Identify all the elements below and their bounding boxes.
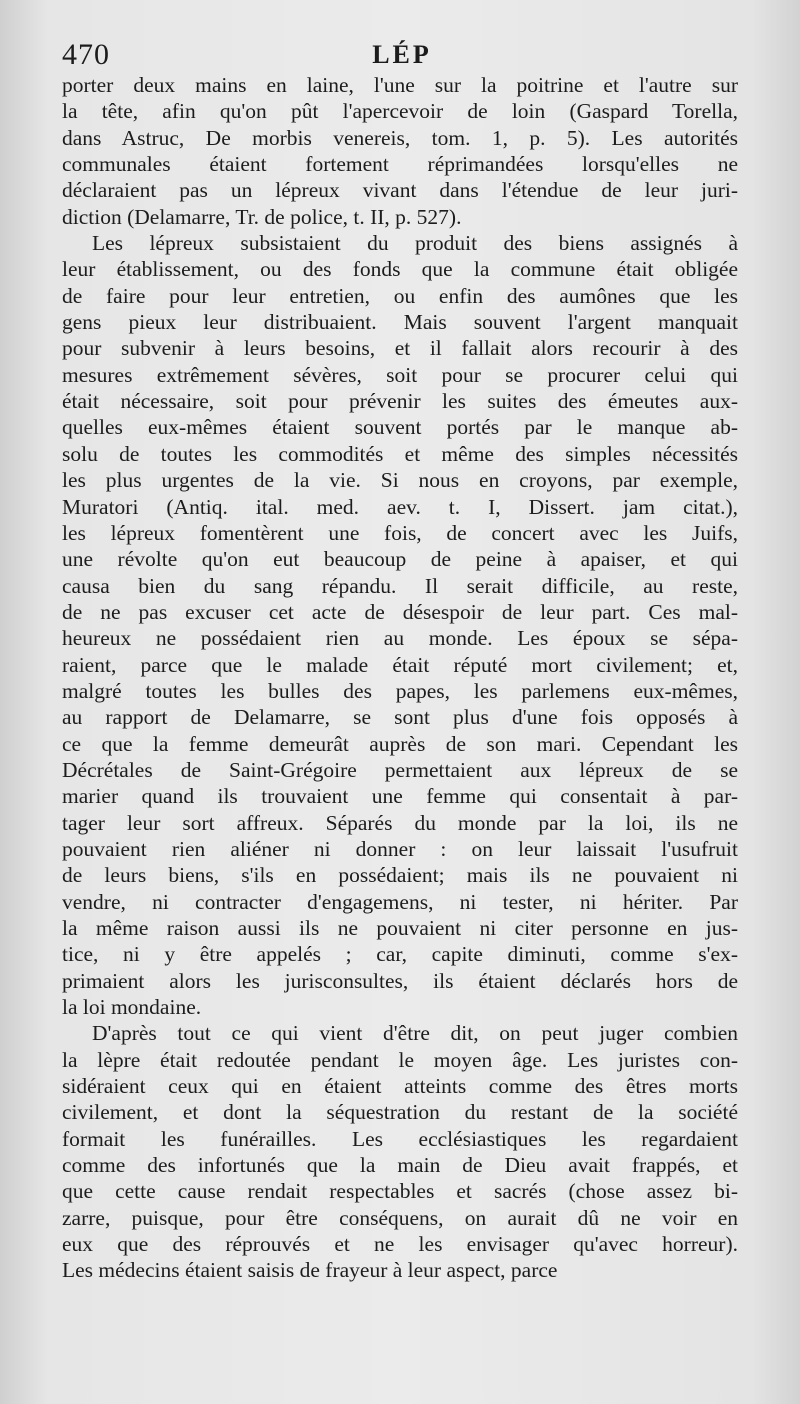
text-line: Muratori (Antiq. ital. med. aev. t. I, Dissert. jam citat.), [62,494,738,519]
text-line: les lépreux fomentèrent une fois, de concert avec les Juifs, [62,520,738,545]
page-header [62,36,742,72]
text-line: déclaraient pas un lépreux vivant dans l'étendue de leur juri- [62,178,738,203]
text-line: Décrétales de Saint-Grégoire permettaient aux lépreux de se [62,757,738,782]
text-line: heureux ne possédaient rien au monde. Les époux se sépa- [62,626,738,651]
page-body [62,72,738,1284]
text-line: civilement, et dont la séquestration du restant de la société [62,1100,738,1125]
text-line: mesures extrêmement sévères, soit pour se procurer celui qui [62,362,738,387]
text-line: de faire pour leur entretien, ou enfin des aumônes que les [62,283,738,308]
text-line: une révolte qu'on eut beaucoup de peine à apaiser, et qui [62,547,738,572]
text-line: tager leur sort affreux. Séparés du monde par la loi, ils ne [62,810,738,835]
text-line: quelles eux-mêmes étaient souvent portés par le manque ab- [62,415,738,440]
text-line: pour subvenir à leurs besoins, et il fallait alors recourir à des [62,336,738,361]
text-line: ce que la femme demeurât auprès de son mari. Cependant les [62,731,738,756]
text-line: primaient alors les jurisconsultes, ils étaient déclarés hors de [62,968,738,993]
text-line: dans Astruc, De morbis venereis, tom. 1, p. 5). Les autorités [62,125,738,150]
text-line: malgré toutes les bulles des papes, les parlemens eux-mêmes, [62,678,738,703]
text-line: était nécessaire, soit pour prévenir les suites des émeutes aux- [62,389,738,414]
text-line: de leurs biens, s'ils en possédaient; mais ils ne pouvaient ni [62,863,738,888]
text-line: D'après tout ce qui vient d'être dit, on peut juger combien [92,1021,738,1046]
text-line: causa bien du sang répandu. Il serait difficile, au reste, [62,573,738,598]
text-line: marier quand ils trouvaient une femme qui consentait à par- [62,784,738,809]
running-title: LÉP [372,40,432,69]
text-line: zarre, puisque, pour être conséquens, on aurait dû ne voir en [62,1205,738,1230]
text-line: raient, parce que le malade était réputé mort civilement; et, [62,652,738,677]
text-line: formait les funérailles. Les ecclésiastiques les regardaient [62,1126,738,1151]
text-line: diction (Delamarre, Tr. de police, t. II, p. 527). [62,204,462,229]
text-line: communales étaient fortement réprimandées lorsqu'elles ne [62,152,738,177]
text-line: gens pieux leur distribuaient. Mais souvent l'argent manquait [62,310,738,335]
text-line: vendre, ni contracter d'engagemens, ni tester, ni hériter. Par [62,889,738,914]
text-line: la lèpre était redoutée pendant le moyen âge. Les juristes con- [62,1047,738,1072]
paragraph [62,230,738,1020]
text-line: pouvaient rien aliéner ni donner : on leur laissait l'usufruit [62,836,738,861]
page-number: 470 [62,38,110,71]
text-line: eux que des réprouvés et ne les envisager qu'avec horreur). [62,1232,738,1257]
text-line: la loi mondaine. [62,995,202,1020]
text-line: la même raison aussi ils ne pouvaient ni citer personne en jus- [62,916,738,940]
text-line: solu de toutes les commodités et même des simples nécessités [62,441,738,466]
text-line: au rapport de Delamarre, se sont plus d'une fois opposés à [62,705,738,730]
text-line: porter deux mains en laine, l'une sur la poitrine et l'autre sur [62,73,738,97]
text-line: comme des infortunés que la main de Dieu avait frappés, et [62,1153,738,1178]
text-line: les plus urgentes de la vie. Si nous en croyons, par exemple, [62,468,738,493]
text-line: que cette cause rendait respectables et sacrés (chose assez bi- [62,1179,738,1204]
text-line: Les lépreux subsistaient du produit des biens assignés à [92,231,738,256]
paragraph [62,72,738,230]
paragraph [62,1020,738,1283]
text-line: sidéraient ceux qui en étaient atteints comme des êtres morts [62,1074,738,1099]
text-line: de ne pas excuser cet acte de désespoir de leur part. Ces mal- [62,599,738,624]
text-line: tice, ni y être appelés ; car, capite diminuti, comme s'ex- [62,942,738,967]
text-line: leur établissement, ou des fonds que la commune était obligée [62,257,738,282]
text-line: Les médecins étaient saisis de frayeur à leur aspect, parce [62,1258,558,1283]
text-line: la tête, afin qu'on pût l'apercevoir de loin (Gaspard Torella, [62,99,738,124]
